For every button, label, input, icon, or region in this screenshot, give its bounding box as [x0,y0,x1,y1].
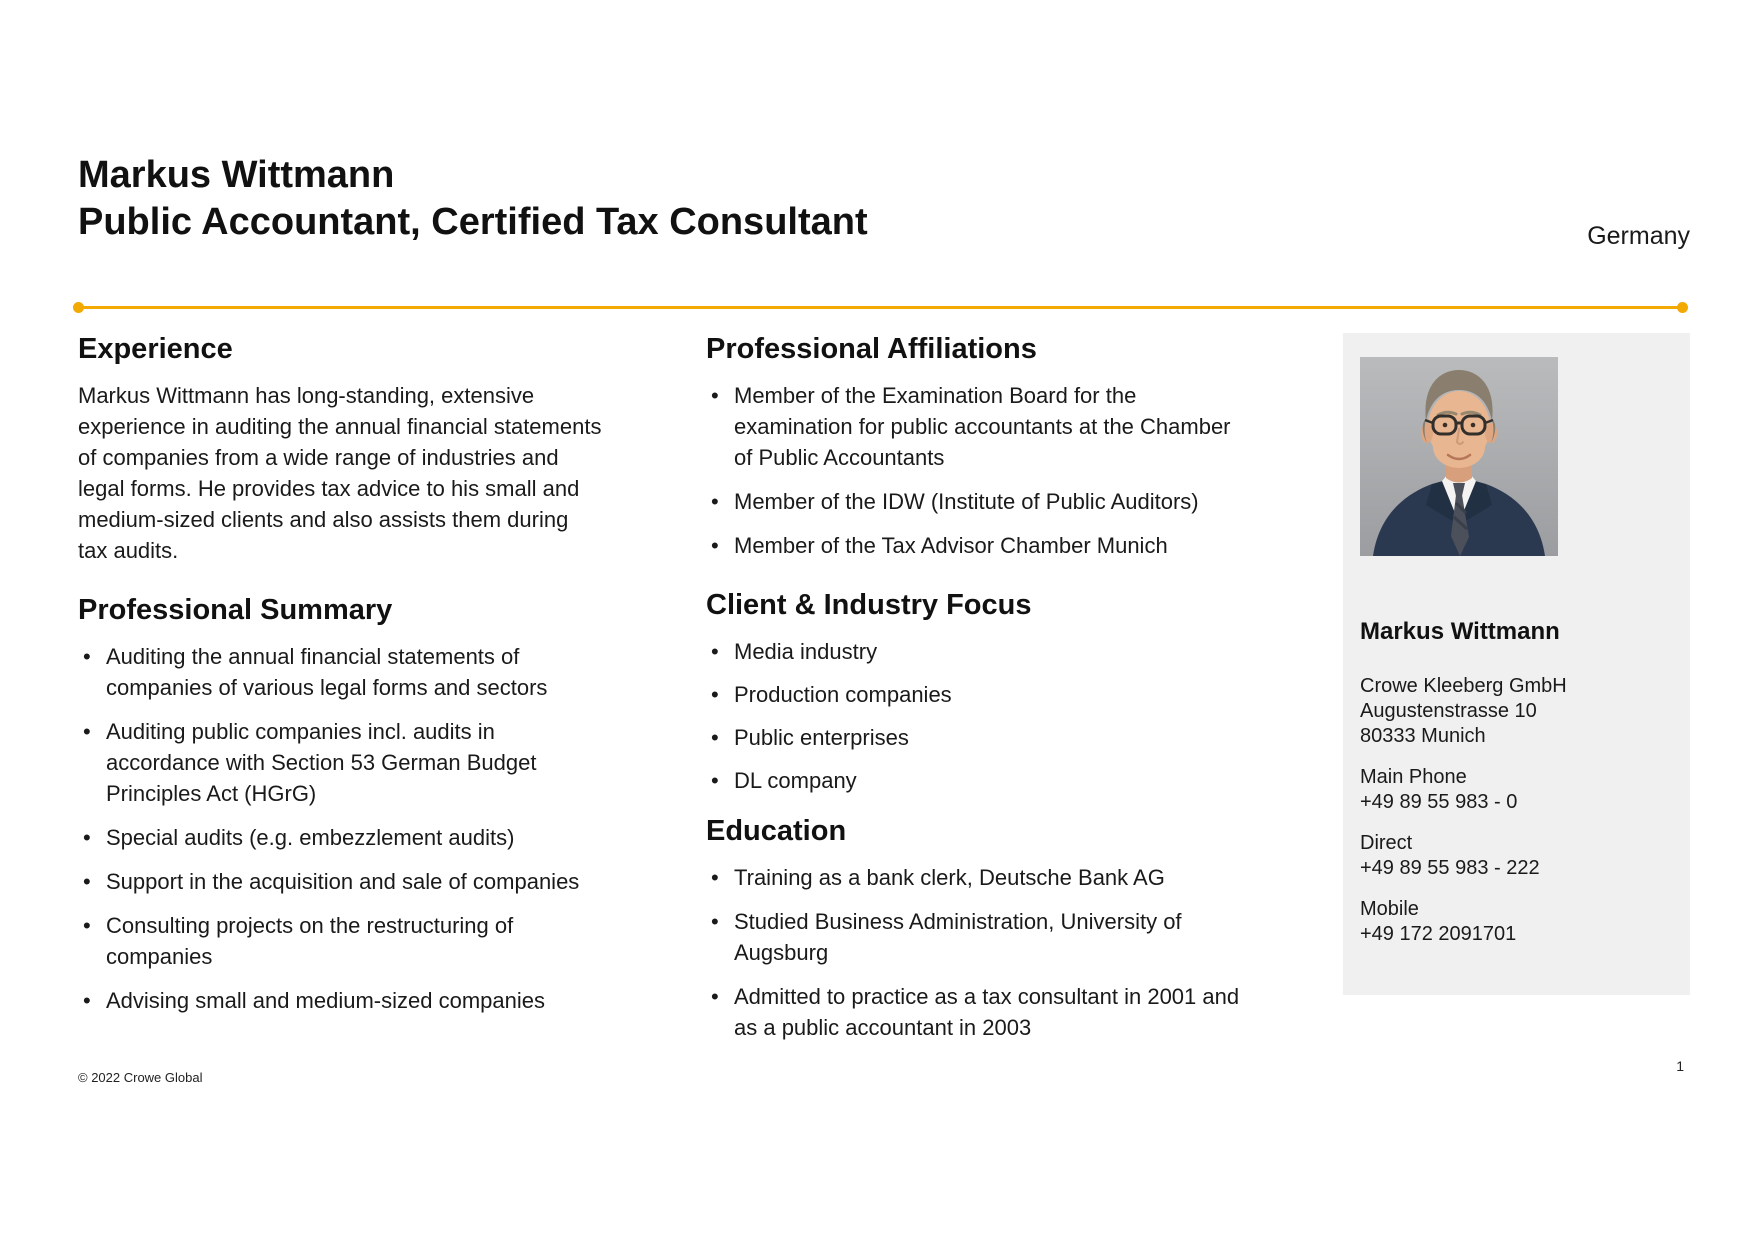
list-item: • Advising small and medium-sized companies [78,985,603,1016]
list-item: • Auditing public companies incl. audits in accordance with Section 53 German Budget Principles Act (HGrG) [78,716,603,809]
divider-dot-left [73,302,84,313]
phone-mobile [1360,897,1672,947]
person-name-title: Markus Wittmann [78,154,395,196]
experience-body: Markus Wittmann has long-standing, extensive experience in auditing the annual financial statements of companies from a wide range of industries and legal forms. He provides tax advice to his small and medium-sized clients and also assists them during tax audits. [78,383,602,563]
phone-direct [1360,831,1672,881]
phone-main [1360,765,1672,815]
person-role-title: Public Accountant, Certified Tax Consultant [78,201,868,243]
phone-label: Mobile [1360,898,1419,920]
contact-name: Markus Wittmann [1360,618,1560,645]
contact-city: 80333 Munich [1360,725,1486,747]
copyright-text: © 2022 Crowe Global [78,1070,203,1085]
phone-number: +49 89 55 983 - 222 [1360,857,1540,879]
list-item: • Member of the Tax Advisor Chamber Munich [706,530,1241,561]
client-industry-focus-heading: Client & Industry Focus [706,589,1032,621]
professional-summary-heading: Professional Summary [78,594,393,626]
phone-number: +49 172 2091701 [1360,923,1517,945]
contact-street: Augustenstrasse 10 [1360,700,1537,722]
phone-label: Main Phone [1360,766,1467,788]
list-item: • Admitted to practice as a tax consultant in 2001 and as a public accountant in 2003 [706,981,1241,1043]
phone-label: Direct [1360,832,1413,854]
list-item: • Member of the Examination Board for the examination for public accountants at the Chamber of Public Accountants [706,380,1241,473]
page-number: 1 [1676,1058,1684,1074]
list-item: • Training as a bank clerk, Deutsche Bank AG [706,862,1241,893]
list-item: • Studied Business Administration, University of Augsburg [706,906,1241,968]
phone-number: +49 89 55 983 - 0 [1360,791,1518,813]
page-title [78,152,868,246]
divider-dot-right [1677,302,1688,313]
accent-divider [78,306,1683,309]
contact-card [1343,333,1690,995]
professional-affiliations-list [706,380,1241,561]
contact-address [1360,674,1672,749]
list-item: • Auditing the annual financial statements of companies of various legal forms and sectors [78,641,603,703]
education-heading: Education [706,815,847,847]
middle-column [706,332,1241,1056]
list-item: • Production companies [706,679,1241,710]
list-item: • Special audits (e.g. embezzlement audits) [78,822,603,853]
experience-heading: Experience [78,333,233,365]
region-label: Germany [1587,222,1690,250]
contact-company: Crowe Kleeberg GmbH [1360,675,1567,697]
client-industry-focus-list [706,636,1241,796]
list-item: • Media industry [706,636,1241,667]
list-item: • Consulting projects on the restructuring of companies [78,910,603,972]
list-item: • Support in the acquisition and sale of companies [78,866,603,897]
professional-summary-list [78,641,603,1016]
list-item: • DL company [706,765,1241,796]
list-item: • Member of the IDW (Institute of Public Auditors) [706,486,1241,517]
portrait-photo [1360,357,1558,556]
professional-affiliations-heading: Professional Affiliations [706,333,1037,365]
list-item: • Public enterprises [706,722,1241,753]
left-column [78,332,603,1029]
education-list [706,862,1241,1043]
